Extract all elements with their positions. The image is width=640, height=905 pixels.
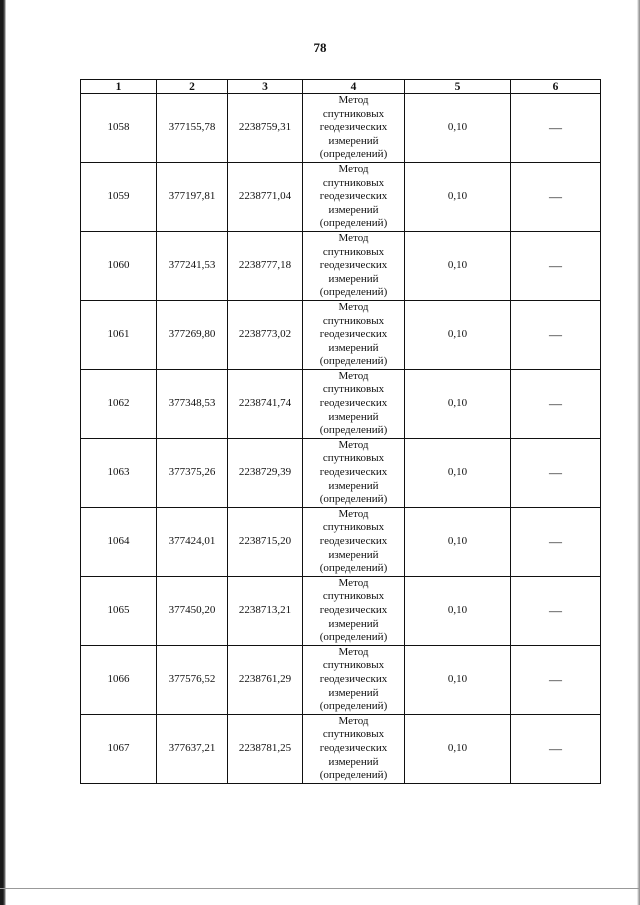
y-coordinate-cell: 2238781,25 xyxy=(228,714,303,783)
table-row xyxy=(81,576,601,645)
method-line: геодезических xyxy=(319,741,388,754)
method-cell xyxy=(303,231,405,300)
note-cell: — xyxy=(511,162,601,231)
method-line: Метод xyxy=(338,231,369,244)
method-cell xyxy=(303,576,405,645)
table-body xyxy=(81,94,601,784)
method-line: спутниковых xyxy=(322,452,385,465)
x-coordinate-cell: 377637,21 xyxy=(157,714,228,783)
accuracy-cell: 0,10 xyxy=(405,438,511,507)
y-coordinate-cell: 2238729,39 xyxy=(228,438,303,507)
method-line: измерений xyxy=(328,410,379,423)
table-row xyxy=(81,162,601,231)
x-coordinate-cell: 377576,52 xyxy=(157,645,228,714)
note-cell: — xyxy=(511,438,601,507)
method-line: Метод xyxy=(338,714,369,727)
method-line: геодезических xyxy=(319,535,388,547)
method-line: геодезических xyxy=(319,672,388,685)
table-row xyxy=(81,94,601,163)
accuracy-cell: 0,10 xyxy=(405,94,511,163)
y-coordinate-cell: 2238771,04 xyxy=(228,162,303,231)
x-coordinate-cell: 377269,80 xyxy=(157,300,228,369)
method-cell xyxy=(303,300,405,369)
x-coordinate-cell: 377155,78 xyxy=(157,94,228,163)
method-line: измерений xyxy=(328,341,379,354)
method-line: измерений xyxy=(328,548,379,561)
method-line: геодезических xyxy=(319,121,388,134)
point-number-cell: 1058 xyxy=(81,94,157,163)
y-coordinate-cell: 2238773,02 xyxy=(228,300,303,369)
method-line: спутниковых xyxy=(322,590,385,603)
y-coordinate-cell: 2238759,31 xyxy=(228,94,303,163)
accuracy-cell: 0,10 xyxy=(405,300,511,369)
point-number-cell: 1066 xyxy=(81,645,157,714)
header-col-5: 5 xyxy=(405,80,511,94)
x-coordinate-cell: 377450,20 xyxy=(157,576,228,645)
note-cell: — xyxy=(511,576,601,645)
method-line: спутниковых xyxy=(322,245,385,258)
method-line: геодезических xyxy=(319,190,388,203)
method-line: измерений xyxy=(328,617,379,630)
method-cell xyxy=(303,369,405,438)
y-coordinate-cell: 2238741,74 xyxy=(228,369,303,438)
method-line: (определений) xyxy=(319,562,388,575)
x-coordinate-cell: 377348,53 xyxy=(157,369,228,438)
point-number-cell: 1062 xyxy=(81,369,157,438)
accuracy-cell: 0,10 xyxy=(405,645,511,714)
note-cell: — xyxy=(511,714,601,783)
point-number-cell: 1064 xyxy=(81,507,157,576)
note-cell: — xyxy=(511,507,601,576)
accuracy-cell: 0,10 xyxy=(405,231,511,300)
table-row xyxy=(81,438,601,507)
table-row xyxy=(81,507,601,576)
method-line: (определений) xyxy=(319,424,388,437)
method-line: измерений xyxy=(328,203,379,216)
note-cell: — xyxy=(511,231,601,300)
y-coordinate-cell: 2238715,20 xyxy=(228,507,303,576)
method-line: геодезических xyxy=(319,328,388,341)
method-line: Метод xyxy=(338,94,369,106)
method-line: измерений xyxy=(328,134,379,147)
y-coordinate-cell: 2238713,21 xyxy=(228,576,303,645)
accuracy-cell: 0,10 xyxy=(405,507,511,576)
method-line: геодезических xyxy=(319,397,388,410)
method-line: (определений) xyxy=(319,769,388,782)
method-line: измерений xyxy=(328,755,379,768)
point-number-cell: 1063 xyxy=(81,438,157,507)
method-line: (определений) xyxy=(319,631,388,644)
note-cell: — xyxy=(511,94,601,163)
method-line: Метод xyxy=(338,507,369,520)
method-line: измерений xyxy=(328,272,379,285)
point-number-cell: 1065 xyxy=(81,576,157,645)
method-cell xyxy=(303,645,405,714)
method-cell xyxy=(303,714,405,783)
method-cell xyxy=(303,162,405,231)
method-line: геодезических xyxy=(319,466,388,479)
accuracy-cell: 0,10 xyxy=(405,714,511,783)
coordinates-table xyxy=(80,79,601,784)
method-line: спутниковых xyxy=(322,383,385,396)
table-row xyxy=(81,645,601,714)
header-col-6: 6 xyxy=(511,80,601,94)
accuracy-cell: 0,10 xyxy=(405,576,511,645)
note-cell: — xyxy=(511,369,601,438)
y-coordinate-cell: 2238761,29 xyxy=(228,645,303,714)
point-number-cell: 1060 xyxy=(81,231,157,300)
table-row xyxy=(81,231,601,300)
method-line: (определений) xyxy=(319,286,388,299)
header-col-4: 4 xyxy=(303,80,405,94)
table-row xyxy=(81,300,601,369)
x-coordinate-cell: 377241,53 xyxy=(157,231,228,300)
method-cell xyxy=(303,438,405,507)
method-line: измерений xyxy=(328,479,379,492)
method-line: Метод xyxy=(338,300,369,313)
note-cell: — xyxy=(511,300,601,369)
y-coordinate-cell: 2238777,18 xyxy=(228,231,303,300)
method-line: спутниковых xyxy=(322,314,385,327)
method-line: спутниковых xyxy=(322,107,385,120)
x-coordinate-cell: 377375,26 xyxy=(157,438,228,507)
method-line: (определений) xyxy=(319,148,388,161)
header-col-3: 3 xyxy=(228,80,303,94)
point-number-cell: 1061 xyxy=(81,300,157,369)
method-line: Метод xyxy=(338,438,369,451)
accuracy-cell: 0,10 xyxy=(405,369,511,438)
header-col-2: 2 xyxy=(157,80,228,94)
method-line: (определений) xyxy=(319,355,388,368)
method-line: Метод xyxy=(338,576,369,589)
method-line: спутниковых xyxy=(322,728,385,741)
method-line: спутниковых xyxy=(322,521,385,534)
accuracy-cell: 0,10 xyxy=(405,162,511,231)
x-coordinate-cell: 377424,01 xyxy=(157,507,228,576)
method-line: Метод xyxy=(338,369,369,382)
table-row xyxy=(81,369,601,438)
method-line: (определений) xyxy=(319,493,388,506)
page-number: 78 xyxy=(313,40,327,55)
method-line: геодезических xyxy=(319,259,388,272)
table-row xyxy=(81,714,601,783)
x-coordinate-cell: 377197,81 xyxy=(157,162,228,231)
method-line: измерений xyxy=(328,686,379,699)
note-cell: — xyxy=(511,645,601,714)
header-col-1: 1 xyxy=(81,80,157,94)
method-cell xyxy=(303,507,405,576)
point-number-cell: 1067 xyxy=(81,714,157,783)
point-number-cell: 1059 xyxy=(81,162,157,231)
method-line: Метод xyxy=(338,645,369,658)
table-header-row xyxy=(81,80,601,94)
method-line: геодезических xyxy=(319,603,388,616)
method-cell xyxy=(303,94,405,163)
scan-edge-left xyxy=(0,0,6,905)
method-line: (определений) xyxy=(319,217,388,230)
method-line: спутниковых xyxy=(322,659,385,672)
method-line: спутниковых xyxy=(322,176,385,189)
method-line: (определений) xyxy=(319,700,388,713)
scan-line-bottom xyxy=(0,888,640,889)
method-line: Метод xyxy=(338,162,369,175)
